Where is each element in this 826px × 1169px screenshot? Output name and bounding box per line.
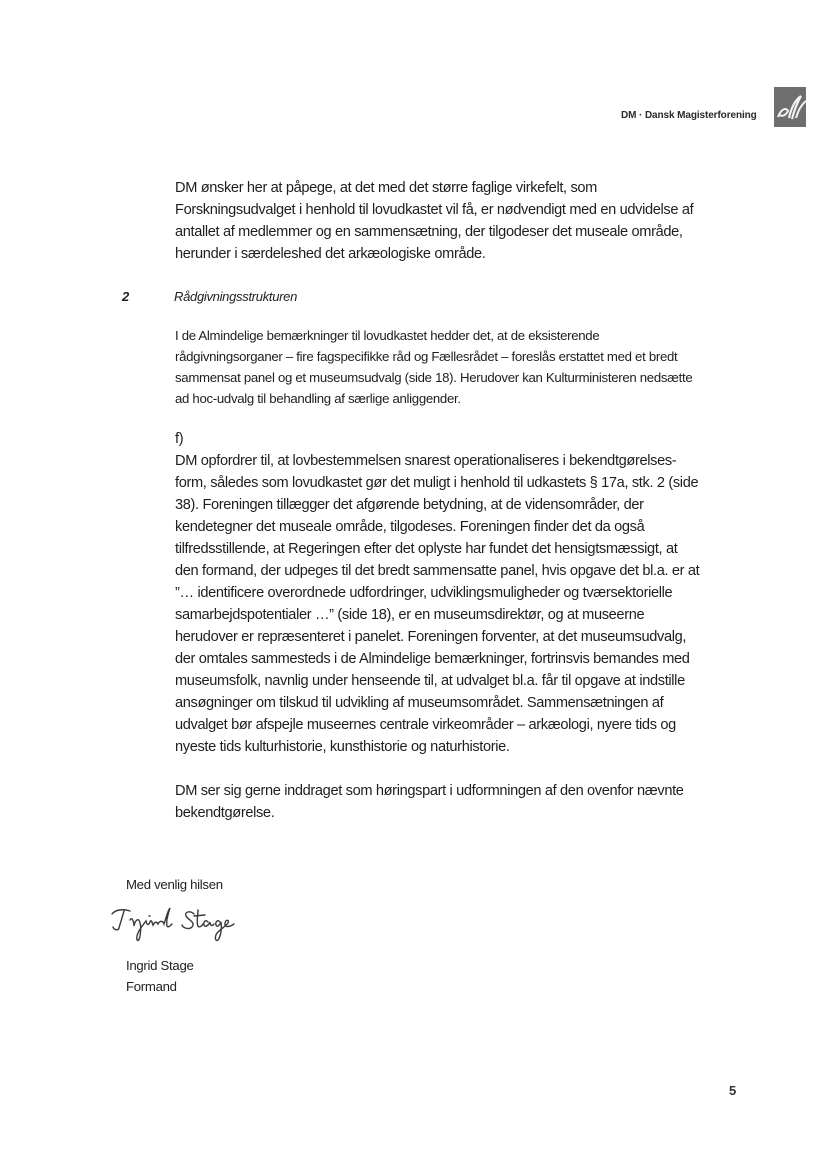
closing-salutation: Med venlig hilsen [126,877,223,892]
signer-title: Formand [126,979,177,994]
text-line: Forskningsudvalget i henhold til lovudkastet vil få, er nødvendigt med en udvidelse af [175,202,694,218]
text-line: herudover er repræsenteret i panelet. Foreningen forventer, at det museumsudvalg, [175,629,687,645]
text-line: ansøgninger om tilskud til udvikling af museumsområdet. Sammensætningen af [175,695,664,711]
text-line: DM opfordrer til, at lovbestemmelsen snarest operationaliseres i bekendtgørelses- [175,453,677,469]
text-line: samarbejdspotentialer …” (side 18), er en museumsdirektør, og at museerne [175,607,645,623]
text-line: udvalget bør afspejle museernes centrale virkeområder – arkæologi, nyere tids og [175,717,676,733]
text-line: ”… identificere overordnede udfordringer, udviklingsmuligheder og tværsektorielle [175,585,673,601]
item-label: f) [175,431,184,447]
text-line: 38). Foreningen tillægger det afgørende betydning, at de vidensområder, der [175,497,644,513]
item-paragraph [175,428,699,758]
header-organization: DM · Dansk Magisterforening [621,110,757,121]
text-line: DM ønsker her at påpege, at det med det større faglige virkefelt, som [175,180,597,196]
text-line: ad hoc-udvalg til behandling af særlige anliggender. [175,391,461,406]
handwritten-signature-icon [110,900,250,945]
signer-name: Ingrid Stage [126,958,194,973]
section-title: Rådgivningsstrukturen [174,289,298,304]
section-number: 2 [122,289,130,304]
section-paragraph [175,325,692,409]
text-line: tilfredsstillende, at Regeringen efter det oplyste har fundet det hensigtsmæssigt, at [175,541,678,557]
text-line: I de Almindelige bemærkninger til lovudkastet hedder det, at de eksisterende [175,328,600,343]
text-line: antallet af medlemmer og en sammensætning, der tilgodeser det museale område, [175,224,683,240]
text-line: form, således som lovudkastet gør det muligt i henhold til udkastets § 17a, stk. 2 (side [175,475,699,491]
page-number: 5 [729,1083,737,1098]
text-line: herunder i særdeleshed det arkæologiske område. [175,246,486,262]
dm-logo-icon [774,87,806,127]
text-line: der omtales sammesteds i de Almindelige bemærkninger, fortrinsvis bemandes med [175,651,690,667]
text-line: sammensat panel og et museumsudvalg (side 18). Herudover kan Kulturministeren nedsætte [175,370,693,385]
intro-paragraph [175,177,693,265]
text-line: den formand, der udpeges til det bredt sammensatte panel, hvis opgave det bl.a. er at [175,563,700,579]
signer-block [126,955,194,997]
text-line: bekendtgørelse. [175,805,275,821]
text-line: kendetegner det museale område, tilgodeses. Foreningen finder det da også [175,519,645,535]
text-line: DM ser sig gerne inddraget som høringspart i udformningen af den ovenfor nævnte [175,783,684,799]
text-line: nyeste tids kulturhistorie, kunsthistorie og naturhistorie. [175,739,510,755]
text-line: museumsfolk, navnlig under henseende til, at udvalget bl.a. får til opgave at indstille [175,673,685,689]
final-paragraph [175,780,684,824]
text-line: rådgivningsorganer – fire fagspecifikke råd og Fællesrådet – foreslås erstattet med et bredt [175,349,678,364]
